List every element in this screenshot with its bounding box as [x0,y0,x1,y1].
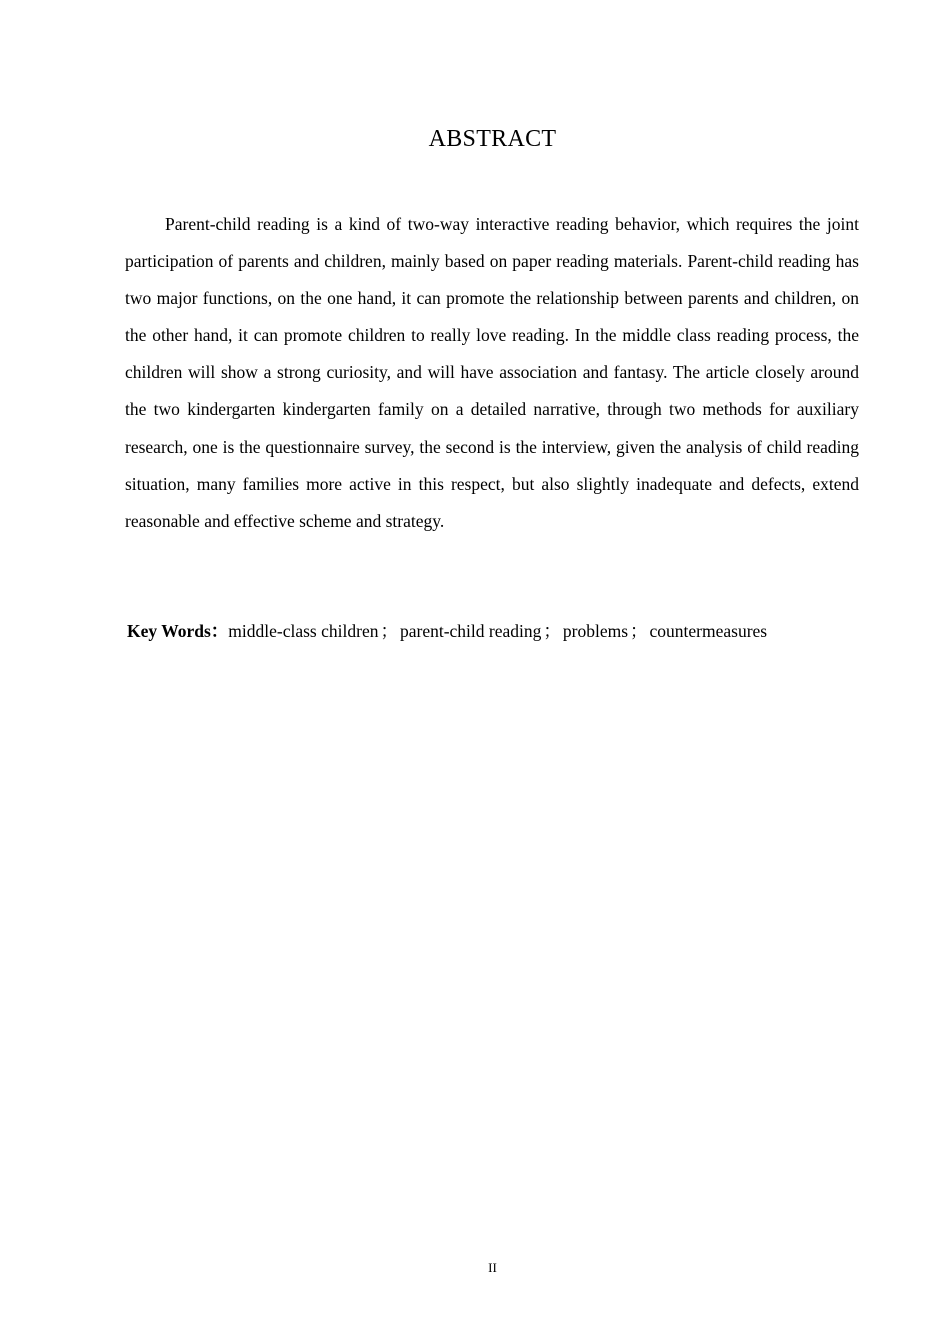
abstract-title: ABSTRACT [428,126,557,152]
keyword-item: parent-child reading [399,621,542,641]
keywords-label: Key Words： [127,621,229,641]
page-number: II [488,1260,497,1275]
keyword-item: problems [562,621,629,641]
abstract-body: Parent-child reading is a kind of two-way interactive reading behavior, which requires the joint participation of parents and children, mainly based on paper reading materials. Parent-child reading has two major functions, on the one hand, it can promote the relationship between parents and children, on the other hand, it can promote children to really love reading. In the middle class reading process, the children will show a strong curiosity, and will have association and fantasy. The article closely around the two kindergarten kindergarten family on a detailed narrative, through two methods for auxiliary research, one is the questionnaire survey, the second is the interview, given the analysis of child reading situation, many families more active in this respect, but also slightly inadequate and defects, extend reasonable and effective scheme and strategy. [125,214,859,531]
keyword-separator: ； [630,621,648,641]
keyword-separator: ； [543,621,561,641]
keyword-separator: ； [380,621,398,641]
keyword-item: middle-class children [228,621,379,641]
keywords-line [127,618,767,643]
keyword-item: countermeasures [649,621,768,641]
